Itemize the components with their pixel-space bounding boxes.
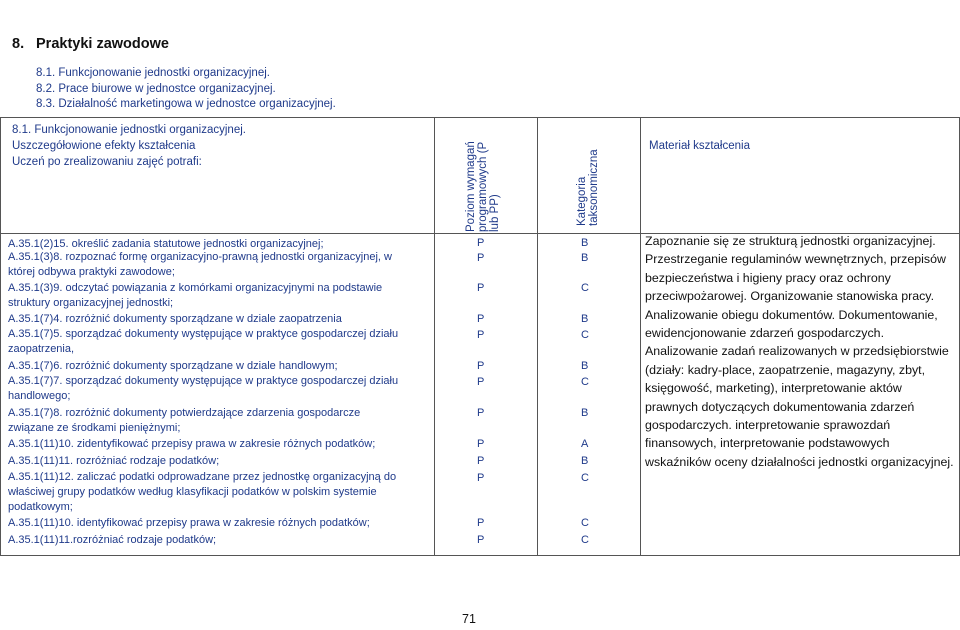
table-row: A.35.1(11)11.rozróżniać rodzaje podatków; [8,534,217,546]
table-row: A.35.1(7)5. sporządzać dokumenty występujące w praktyce gospodarczej działu zaopatrzenia, [8,328,399,355]
row-level: P [477,376,485,388]
table-row: A.35.1(7)7. sporządzać dokumenty występujące w praktyce gospodarczej działu handlowego; [8,375,399,402]
row-level: P [477,407,485,419]
table-row: A.35.1(3)8. rozpoznać formę organizacyjno-prawną jednostki organizacyjnej, w której odbywa praktyki zawodowe; [8,251,392,278]
row-level: P [477,534,485,546]
section-heading [12,36,169,52]
subsection-item: 8.2. Prace biurowe w jednostce organizacyjnej. [36,83,276,95]
row-category: B [581,360,589,372]
table-row: A.35.1(11)10. identyfikować przepisy prawa w zakresie różnych podatków; [8,517,370,529]
table-row: A.35.1(2)15. określić zadania statutowe jednostki organizacyjnej; [8,238,324,250]
row-category: C [581,282,589,294]
section-title: Praktyki zawodowe [36,36,169,52]
row-category: C [581,517,589,529]
subsection-item: 8.3. Działalność marketingowa w jednostce organizacyjnej. [36,98,336,110]
table-row: A.35.1(3)9. odczytać powiązania z komórkami organizacyjnymi na podstawie struktury organizacyjnej jednostki; [8,282,383,309]
table-row: A.35.1(11)10. zidentyfikować przepisy prawa w zakresie różnych podatków; [8,438,376,450]
table-row: A.35.1(11)11. rozróżniać rodzaje podatków; [8,455,220,467]
row-category: C [581,472,589,484]
effects-header-line2: Uczeń po zrealizowaniu zajęć potrafi: [12,156,202,168]
row-level: P [477,472,485,484]
table-row: A.35.1(7)6. rozróżnić dokumenty sporządzane w dziale handlowym; [8,360,338,372]
row-level: P [477,282,485,294]
row-category: B [581,237,589,249]
row-category: C [581,376,589,388]
material-header: Materiał kształcenia [649,140,750,152]
row-category: B [581,252,589,264]
effects-header-line1: Uszczegółowione efekty kształcenia [12,140,196,152]
row-level: P [477,517,485,529]
table-row: A.35.1(11)12. zaliczać podatki odprowadzane przez jednostkę organizacyjną do właściwej grupy podatków według klasyfikacji podatków w polskim systemie podatkowym; [8,471,397,513]
row-category: C [581,534,589,546]
page-number: 71 [462,612,476,626]
row-level: P [477,360,485,372]
level-header: Poziom wymagań programowych (P lub PP) [465,141,501,232]
row-level: P [477,438,485,450]
row-category: C [581,329,589,341]
table-subheading: 8.1. Funkcjonowanie jednostki organizacyjnej. [12,124,246,136]
row-level: P [477,313,485,325]
table-row: A.35.1(7)4. rozróżnić dokumenty sporządzane w dziale zaopatrzenia [8,313,342,325]
material-description: Zapoznanie się ze strukturą jednostki organizacyjnej. Przestrzeganie regulaminów wewnętrznych, przepisów bezpieczeństwa i higieny pracy oraz ochrony przeciwpożarowej. Organizowanie stanowiska pracy. Analizowanie obiegu dokumentów. Dokumentowanie, ewidencjonowanie zdarzeń gospodarczych. Analizowanie zadań realizowanych w przedsiębiorstwie (działy: kadry-place, zaopatrzenie, magazyny, zbyt, księgowość, marketing), interpretowanie aktów prawnych dotyczących dokumentowania zdarzeń gospodarczych. interpretowanie sprawozdań finansowych, interpretowanie podstawowych wskaźników oceny działalności jednostki organizacyjnej. [645,234,954,469]
row-category: B [581,407,589,419]
category-header: Kategoria taksonomiczna [576,149,600,226]
section-number: 8. [12,36,25,52]
row-category: A [581,438,589,450]
row-level: P [477,455,485,467]
row-category: B [581,313,589,325]
row-category: B [581,455,589,467]
row-level: P [477,252,485,264]
row-level: P [477,329,485,341]
row-level: P [477,237,485,249]
table-row: A.35.1(7)8. rozróżnić dokumenty potwierdzające zdarzenia gospodarcze związane ze środkami pieniężnymi; [8,407,361,434]
subsection-item: 8.1. Funkcjonowanie jednostki organizacyjnej. [36,67,270,79]
